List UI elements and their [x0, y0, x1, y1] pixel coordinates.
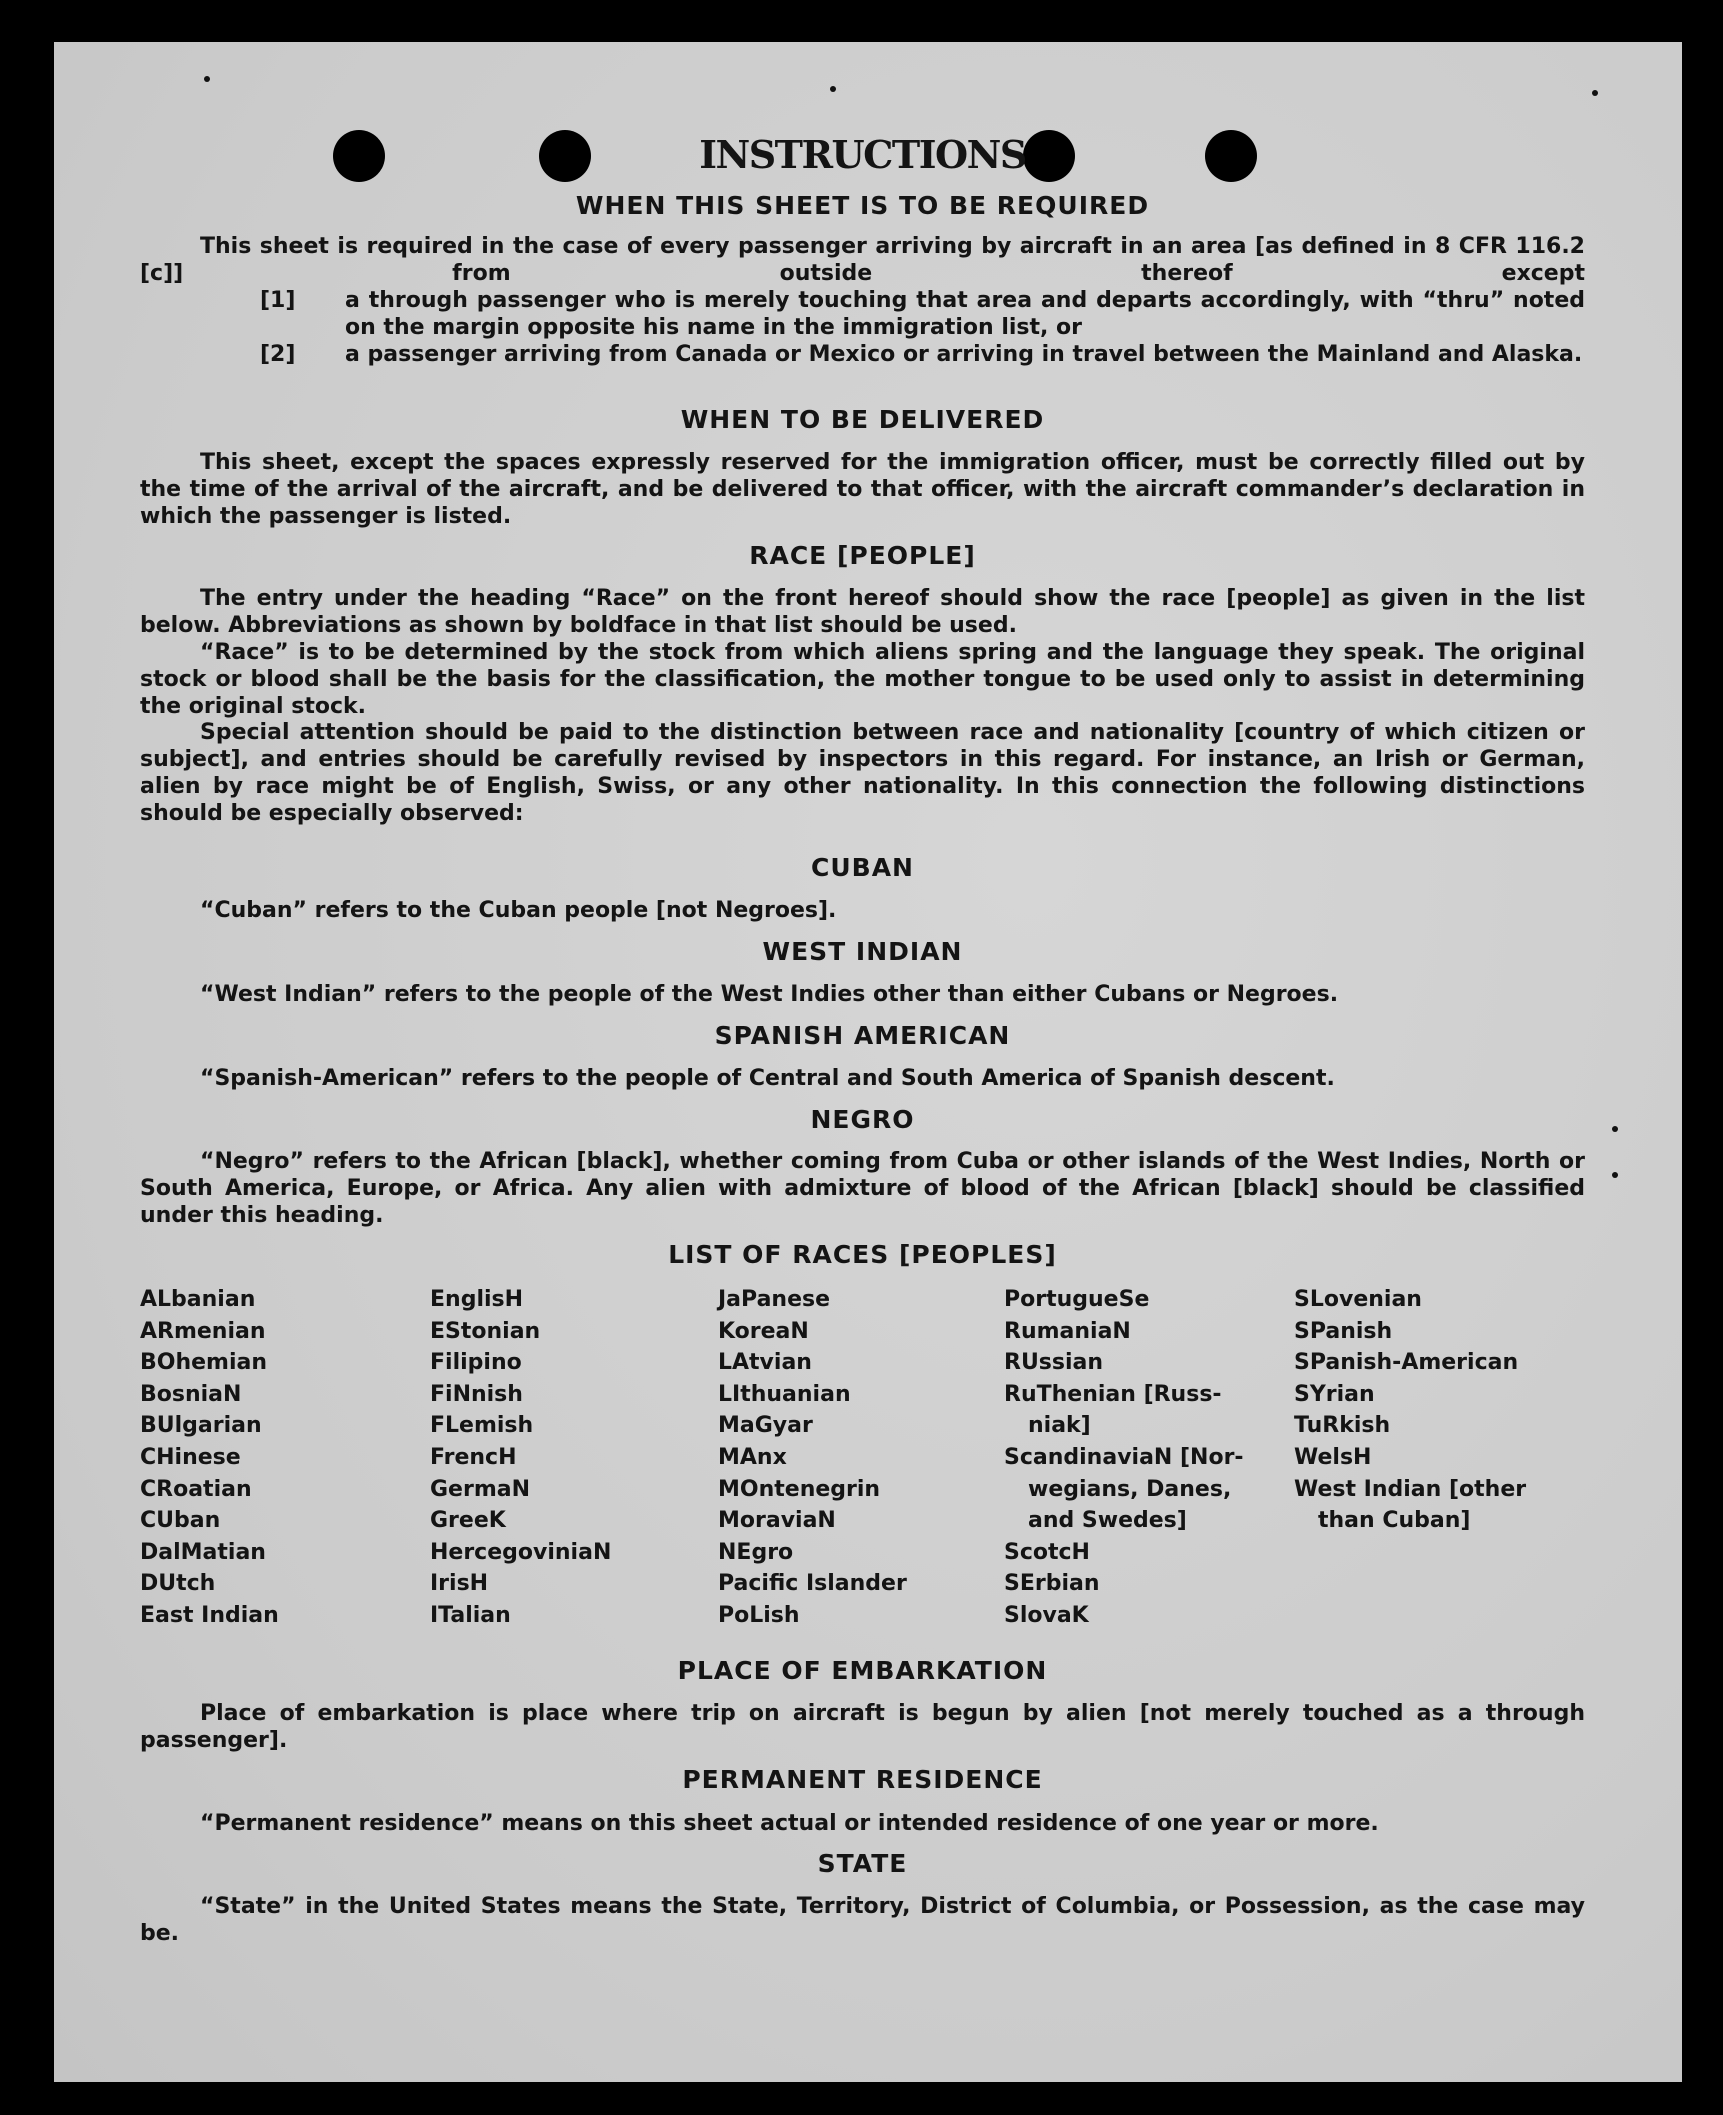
- race-entry: West Indian [other: [1294, 1476, 1527, 1502]
- race-entry: PortugueSe: [1004, 1287, 1150, 1312]
- race-entry: EStonian: [430, 1318, 541, 1344]
- race-entry: Pacific Islander: [718, 1571, 907, 1597]
- heading-embarkation: PLACE OF EMBARKATION: [677, 1656, 1048, 1685]
- heading-negro: NEGRO: [810, 1105, 915, 1134]
- race-entry: FrencH: [430, 1444, 517, 1470]
- race-entry: HercegoviniaN: [430, 1539, 612, 1565]
- races-column-5: [1294, 1284, 1526, 1537]
- race-paragraph-2: “Race” is to be determined by the stock from which aliens spring and the language they speak. The original stock or blood shall be the basis for the classification, the mother tongue to be used only to assist in determining the original stock.: [140, 640, 1585, 719]
- race-entry: Filipino: [430, 1350, 522, 1376]
- races-column-1: [140, 1284, 279, 1632]
- race-entry-continued: than Cuban]: [1318, 1508, 1471, 1534]
- exception-item-1: [1] a through passenger who is merely touching that area and departs accordingly, with “thru” noted on the margin opposite his name in the immigration list, or: [260, 288, 1585, 340]
- heading-permanent-residence: PERMANENT RESIDENCE: [682, 1765, 1043, 1794]
- race-entry: SPanish-American: [1294, 1350, 1519, 1376]
- race-entry: CUban: [140, 1508, 221, 1534]
- speck: [1592, 90, 1598, 96]
- exception-item-2: [2] a passenger arriving from Canada or Mexico or arriving in travel between the Mainland and Alaska.: [260, 342, 1583, 367]
- when-required-intro: This sheet is required in the case of every passenger arriving by aircraft in an area [as defined in 8 CFR 116.2 [c]] from outside thereof except: [140, 234, 1585, 286]
- speck: [1612, 1172, 1618, 1178]
- race-entry: DalMatian: [140, 1539, 266, 1565]
- race-entry: RumaniaN: [1004, 1318, 1131, 1344]
- race-entry: BOhemian: [140, 1350, 268, 1376]
- race-entry: LIthuanian: [718, 1381, 851, 1407]
- race-entry: ARmenian: [140, 1318, 266, 1344]
- race-entry: RUssian: [1004, 1350, 1104, 1376]
- cuban-text: “Cuban” refers to the Cuban people [not Negroes].: [200, 898, 837, 923]
- when-delivered-text: This sheet, except the spaces expressly reserved for the immigration officer, must be correctly filled out by the time of the arrival of the aircraft, and be delivered to that officer, with the aircraft commander’s declaration in which the passenger is listed.: [140, 450, 1585, 529]
- negro-text: “Negro” refers to the African [black], whether coming from Cuba or other islands of the West Indies, North or South America, Europe, or Africa. Any alien with admixture of blood of the African [black] should be classified under this heading.: [140, 1149, 1585, 1228]
- heading-race: RACE [PEOPLE]: [749, 541, 976, 570]
- race-entry: ScandinaviaN [Nor-: [1004, 1444, 1244, 1470]
- race-entry: ScotcH: [1004, 1539, 1090, 1565]
- race-entry: NEgro: [718, 1539, 794, 1565]
- race-entry: ALbanian: [140, 1287, 256, 1312]
- race-entry: ITalian: [430, 1602, 511, 1628]
- race-entry: BosniaN: [140, 1381, 242, 1407]
- race-entry: IrisH: [430, 1571, 489, 1597]
- speck: [1612, 1126, 1618, 1132]
- race-entry: SLovenian: [1294, 1287, 1422, 1312]
- race-entry: JaPanese: [718, 1287, 831, 1312]
- race-entry: SYrian: [1294, 1381, 1375, 1407]
- race-entry: SlovaK: [1004, 1602, 1089, 1628]
- west-indian-text: “West Indian” refers to the people of the West Indies other than either Cubans or Negroes.: [200, 982, 1339, 1007]
- race-entry: SPanish: [1294, 1318, 1393, 1344]
- race-entry: CRoatian: [140, 1476, 252, 1502]
- race-paragraph-3: Special attention should be paid to the distinction between race and nationality [country of which citizen or subject], and entries should be carefully revised by inspectors in this regard. For instance, an Irish or German, alien by race might be of English, Swiss, or any other nationality. In this connection the following distinctions should be especially observed:: [140, 720, 1585, 826]
- race-entry: BUlgarian: [140, 1413, 262, 1439]
- race-entry: FiNnish: [430, 1381, 523, 1407]
- race-entry: PoLish: [718, 1602, 800, 1628]
- race-entry: WelsH: [1294, 1444, 1372, 1470]
- races-column-3: [718, 1284, 907, 1632]
- speck: [204, 76, 210, 82]
- heading-when-delivered: WHEN TO BE DELIVERED: [680, 405, 1045, 434]
- race-entry: SErbian: [1004, 1571, 1100, 1597]
- heading-state: STATE: [817, 1849, 908, 1878]
- residence-text: “Permanent residence” means on this sheet actual or intended residence of one year or more.: [200, 1811, 1379, 1836]
- heading-spanish-american: SPANISH AMERICAN: [714, 1021, 1011, 1050]
- page-title: INSTRUCTIONS: [699, 132, 1026, 177]
- race-entry-continued: niak]: [1028, 1413, 1091, 1439]
- race-entry-continued: wegians, Danes,: [1028, 1476, 1232, 1502]
- heading-list-of-races: LIST OF RACES [PEOPLES]: [668, 1240, 1057, 1269]
- race-entry: GreeK: [430, 1508, 506, 1534]
- race-entry: MaGyar: [718, 1413, 813, 1439]
- races-column-4: [1004, 1284, 1244, 1632]
- race-entry: MOntenegrin: [718, 1476, 881, 1502]
- race-entry: MAnx: [718, 1444, 787, 1470]
- race-entry: FLemish: [430, 1413, 534, 1439]
- race-entry: DUtch: [140, 1571, 216, 1597]
- heading-when-required: WHEN THIS SHEET IS TO BE REQUIRED: [575, 191, 1150, 220]
- race-entry-continued: and Swedes]: [1028, 1508, 1187, 1534]
- heading-west-indian: WEST INDIAN: [762, 937, 963, 966]
- race-entry: RuThenian [Russ-: [1004, 1381, 1222, 1407]
- state-text: “State” in the United States means the State, Territory, District of Columbia, or Possession, as the case may be.: [140, 1894, 1585, 1946]
- heading-cuban: CUBAN: [811, 853, 914, 882]
- spanish-american-text: “Spanish-American” refers to the people of Central and South America of Spanish descent.: [200, 1066, 1335, 1091]
- embarkation-text: Place of embarkation is place where trip on aircraft is begun by alien [not merely touched as a through passenger].: [140, 1701, 1585, 1753]
- speck: [830, 86, 836, 92]
- race-paragraph-1: The entry under the heading “Race” on the front hereof should show the race [people] as given in the list below. Abbreviations as shown by boldface in that list should be used.: [140, 586, 1585, 638]
- race-entry: TuRkish: [1294, 1413, 1391, 1439]
- race-entry: East Indian: [140, 1602, 279, 1628]
- races-column-2: [430, 1284, 611, 1632]
- race-entry: GermaN: [430, 1476, 531, 1502]
- race-entry: EnglisH: [430, 1287, 524, 1312]
- race-entry: MoraviaN: [718, 1508, 836, 1534]
- race-entry: CHinese: [140, 1444, 241, 1470]
- race-entry: LAtvian: [718, 1350, 812, 1376]
- race-entry: KoreaN: [718, 1318, 809, 1344]
